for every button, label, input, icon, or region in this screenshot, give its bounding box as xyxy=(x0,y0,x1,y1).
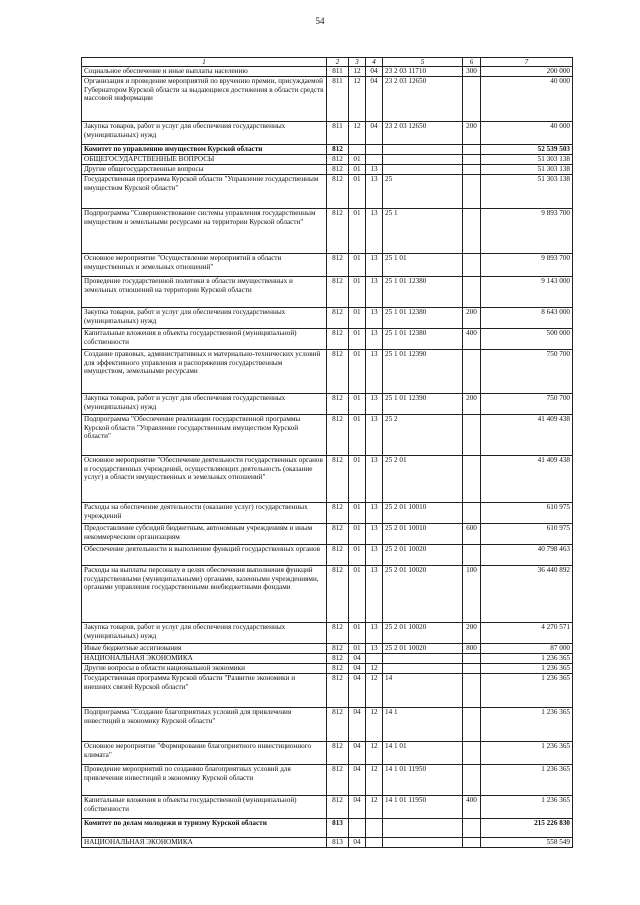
header-cell: 1 xyxy=(82,58,327,67)
subsection-code-cell: 13 xyxy=(366,566,383,623)
amount-cell: 8 643 000 xyxy=(481,308,573,329)
table-row xyxy=(82,350,573,394)
section-code-cell: 01 xyxy=(349,456,366,503)
table-row xyxy=(82,122,573,145)
table-row xyxy=(82,664,573,674)
section-code-cell: 04 xyxy=(349,838,366,848)
amount-cell: 51 303 138 xyxy=(481,155,573,165)
subsection-code-cell: 13 xyxy=(366,456,383,503)
target-article-cell xyxy=(383,165,463,175)
expense-type-cell: 400 xyxy=(463,796,481,819)
expense-type-cell xyxy=(463,819,481,838)
grbs-code-cell: 812 xyxy=(327,545,349,566)
table-row xyxy=(82,277,573,308)
table-row xyxy=(82,209,573,254)
amount-cell: 41 409 438 xyxy=(481,415,573,456)
row-name-cell: Закупка товаров, работ и услуг для обеспечения государственных (муниципальных) нужд xyxy=(82,122,327,145)
amount-cell: 9 143 000 xyxy=(481,277,573,308)
table-row xyxy=(82,77,573,122)
expense-type-cell xyxy=(463,838,481,848)
subsection-code-cell: 04 xyxy=(366,67,383,77)
grbs-code-cell: 812 xyxy=(327,415,349,456)
table-row xyxy=(82,394,573,415)
target-article-cell xyxy=(383,838,463,848)
section-code-cell: 01 xyxy=(349,155,366,165)
section-code-cell: 01 xyxy=(349,623,366,644)
row-name-cell: Обеспечение деятельности и выполнение функций государственных органов xyxy=(82,545,327,566)
section-code-cell xyxy=(349,819,366,838)
subsection-code-cell: 04 xyxy=(366,77,383,122)
table-row xyxy=(82,545,573,566)
section-code-cell: 01 xyxy=(349,566,366,623)
row-name-cell: Проведение государственной политики в области имущественных и земельных отношений на территории Курской области xyxy=(82,277,327,308)
expense-type-cell: 100 xyxy=(463,566,481,623)
expense-type-cell xyxy=(463,674,481,708)
expense-type-cell: 800 xyxy=(463,644,481,654)
amount-cell: 1 236 365 xyxy=(481,654,573,664)
table-row xyxy=(82,796,573,819)
grbs-code-cell: 812 xyxy=(327,350,349,394)
section-code-cell: 04 xyxy=(349,664,366,674)
header-cell: 3 xyxy=(349,58,366,67)
row-name-cell: Проведение мероприятий по созданию благоприятных условий для привлечения инвестиций в экономику Курской области xyxy=(82,765,327,796)
grbs-code-cell: 812 xyxy=(327,765,349,796)
target-article-cell: 25 2 01 10020 xyxy=(383,566,463,623)
subsection-code-cell: 13 xyxy=(366,644,383,654)
grbs-code-cell: 812 xyxy=(327,664,349,674)
target-article-cell: 25 xyxy=(383,175,463,209)
subsection-code-cell: 13 xyxy=(366,545,383,566)
grbs-code-cell: 812 xyxy=(327,394,349,415)
table-row xyxy=(82,155,573,165)
row-name-cell: Подпрограмма "Обеспечение реализации государственной программы Курской области "Управление государственным имуществом Курской области" xyxy=(82,415,327,456)
subsection-code-cell: 12 xyxy=(366,796,383,819)
expense-type-cell: 200 xyxy=(463,394,481,415)
amount-cell: 51 303 138 xyxy=(481,165,573,175)
expense-type-cell xyxy=(463,664,481,674)
amount-cell: 87 000 xyxy=(481,644,573,654)
amount-cell: 36 440 892 xyxy=(481,566,573,623)
table-row xyxy=(82,838,573,848)
subsection-code-cell: 04 xyxy=(366,122,383,145)
grbs-code-cell: 812 xyxy=(327,503,349,524)
subsection-code-cell: 12 xyxy=(366,664,383,674)
grbs-code-cell: 812 xyxy=(327,456,349,503)
target-article-cell: 25 1 01 xyxy=(383,254,463,277)
header-cell: 7 xyxy=(481,58,573,67)
header-cell: 6 xyxy=(463,58,481,67)
table-row xyxy=(82,145,573,155)
amount-cell: 1 236 365 xyxy=(481,765,573,796)
amount-cell: 500 000 xyxy=(481,329,573,350)
amount-cell: 750 700 xyxy=(481,394,573,415)
row-name-cell: Расходы на обеспечение деятельности (оказание услуг) государственных учреждений xyxy=(82,503,327,524)
subsection-code-cell: 13 xyxy=(366,350,383,394)
amount-cell: 40 000 xyxy=(481,122,573,145)
section-code-cell: 01 xyxy=(349,524,366,545)
expense-type-cell xyxy=(463,155,481,165)
subsection-code-cell: 13 xyxy=(366,415,383,456)
row-name-cell: Основное мероприятие "Осуществление мероприятий в области имущественных и земельных отношений" xyxy=(82,254,327,277)
grbs-code-cell: 812 xyxy=(327,329,349,350)
expense-type-cell xyxy=(463,708,481,742)
table-row xyxy=(82,308,573,329)
header-cell: 2 xyxy=(327,58,349,67)
table-row xyxy=(82,765,573,796)
subsection-code-cell xyxy=(366,838,383,848)
amount-cell: 750 700 xyxy=(481,350,573,394)
row-name-cell: Основное мероприятие "Обеспечение деятельности государственных органов и государственных учреждений, осуществляющих деятельность (оказание услуг) в области имущественных и земельных отношений" xyxy=(82,456,327,503)
amount-cell: 1 236 365 xyxy=(481,742,573,765)
target-article-cell: 14 xyxy=(383,674,463,708)
expense-type-cell xyxy=(463,175,481,209)
section-code-cell: 01 xyxy=(349,254,366,277)
row-name-cell: Государственная программа Курской области "Управление государственным имуществом Курской области" xyxy=(82,175,327,209)
target-article-cell: 14 1 xyxy=(383,708,463,742)
target-article-cell: 25 2 01 10010 xyxy=(383,524,463,545)
section-code-cell: 12 xyxy=(349,77,366,122)
amount-cell: 610 975 xyxy=(481,524,573,545)
grbs-code-cell: 813 xyxy=(327,819,349,838)
grbs-code-cell: 812 xyxy=(327,209,349,254)
table-row xyxy=(82,742,573,765)
expense-type-cell xyxy=(463,209,481,254)
target-article-cell: 25 2 xyxy=(383,415,463,456)
grbs-code-cell: 812 xyxy=(327,742,349,765)
amount-cell: 558 549 xyxy=(481,838,573,848)
grbs-code-cell: 812 xyxy=(327,175,349,209)
row-name-cell: Закупка товаров, работ и услуг для обеспечения государственных (муниципальных) нужд xyxy=(82,308,327,329)
target-article-cell: 25 2 01 10020 xyxy=(383,545,463,566)
subsection-code-cell: 13 xyxy=(366,524,383,545)
subsection-code-cell: 13 xyxy=(366,329,383,350)
grbs-code-cell: 812 xyxy=(327,674,349,708)
target-article-cell xyxy=(383,155,463,165)
table-row xyxy=(82,165,573,175)
grbs-code-cell: 812 xyxy=(327,165,349,175)
table-row xyxy=(82,415,573,456)
subsection-code-cell: 13 xyxy=(366,503,383,524)
target-article-cell: 25 2 01 10020 xyxy=(383,623,463,644)
section-code-cell: 01 xyxy=(349,277,366,308)
section-code-cell: 01 xyxy=(349,350,366,394)
row-name-cell: Основное мероприятие "Формирование благоприятного инвестиционного климата" xyxy=(82,742,327,765)
target-article-cell: 25 2 01 10010 xyxy=(383,503,463,524)
subsection-code-cell: 13 xyxy=(366,308,383,329)
row-name-cell: Расходы на выплаты персоналу в целях обеспечения выполнения функций государственными (муниципальными) органами, казенными учреждениями, органами управления государственными внебюджетными фондами xyxy=(82,566,327,623)
grbs-code-cell: 812 xyxy=(327,654,349,664)
subsection-code-cell: 13 xyxy=(366,209,383,254)
amount-cell: 52 539 503 xyxy=(481,145,573,155)
target-article-cell: 23 2 03 11710 xyxy=(383,67,463,77)
expense-type-cell xyxy=(463,277,481,308)
table-row xyxy=(82,524,573,545)
section-code-cell: 01 xyxy=(349,308,366,329)
grbs-code-cell: 811 xyxy=(327,67,349,77)
table-row xyxy=(82,566,573,623)
expense-type-cell xyxy=(463,654,481,664)
row-name-cell: Иные бюджетные ассигнования xyxy=(82,644,327,654)
row-name-cell: Капитальные вложения в объекты государственной (муниципальной) собственности xyxy=(82,329,327,350)
table-row xyxy=(82,654,573,664)
target-article-cell: 25 1 01 12390 xyxy=(383,350,463,394)
row-name-cell: Капитальные вложения в объекты государственной (муниципальной) собственности xyxy=(82,796,327,819)
subsection-code-cell xyxy=(366,145,383,155)
amount-cell: 610 975 xyxy=(481,503,573,524)
section-code-cell: 04 xyxy=(349,796,366,819)
target-article-cell: 23 2 03 12650 xyxy=(383,77,463,122)
target-article-cell: 14 1 01 11950 xyxy=(383,765,463,796)
target-article-cell xyxy=(383,664,463,674)
row-name-cell: Подпрограмма "Создание благоприятных условий для привлечения инвестиций в экономику Курской области" xyxy=(82,708,327,742)
page-number: 54 xyxy=(315,16,325,26)
subsection-code-cell: 13 xyxy=(366,623,383,644)
table-row xyxy=(82,329,573,350)
section-code-cell: 04 xyxy=(349,708,366,742)
subsection-code-cell: 12 xyxy=(366,674,383,708)
table-row xyxy=(82,175,573,209)
target-article-cell: 14 1 01 xyxy=(383,742,463,765)
expense-type-cell xyxy=(463,145,481,155)
subsection-code-cell: 13 xyxy=(366,254,383,277)
amount-cell: 200 000 xyxy=(481,67,573,77)
expense-type-cell xyxy=(463,503,481,524)
grbs-code-cell: 812 xyxy=(327,254,349,277)
target-article-cell: 25 1 xyxy=(383,209,463,254)
row-name-cell: Подпрограмма "Совершенствование системы управления государственным имуществом и земельными ресурсами на территории Курской области" xyxy=(82,209,327,254)
expense-type-cell: 200 xyxy=(463,122,481,145)
row-name-cell: Комитет по делам молодежи и туризму Курской области xyxy=(82,819,327,838)
header-cell: 5 xyxy=(383,58,463,67)
amount-cell: 9 893 700 xyxy=(481,209,573,254)
amount-cell: 1 236 365 xyxy=(481,674,573,708)
row-name-cell: Организация и проведение мероприятий по вручению премии, присуждаемой Губернатором Курской области за выдающиеся достижения в области средств массовой информации xyxy=(82,77,327,122)
target-article-cell: 25 1 01 12390 xyxy=(383,394,463,415)
row-name-cell: Создание правовых, административных и материально-технических условий для эффективного управления и распоряжения государственным имуществом, земельными ресурсами xyxy=(82,350,327,394)
grbs-code-cell: 813 xyxy=(327,838,349,848)
section-code-cell: 04 xyxy=(349,654,366,664)
amount-cell: 4 270 571 xyxy=(481,623,573,644)
expense-type-cell xyxy=(463,350,481,394)
grbs-code-cell: 812 xyxy=(327,308,349,329)
subsection-code-cell: 13 xyxy=(366,165,383,175)
amount-cell: 40 798 463 xyxy=(481,545,573,566)
target-article-cell xyxy=(383,819,463,838)
table-row xyxy=(82,708,573,742)
section-code-cell: 04 xyxy=(349,674,366,708)
grbs-code-cell: 812 xyxy=(327,145,349,155)
budget-table xyxy=(81,57,573,848)
section-code-cell: 04 xyxy=(349,742,366,765)
section-code-cell: 01 xyxy=(349,209,366,254)
amount-cell: 215 226 830 xyxy=(481,819,573,838)
section-code-cell: 01 xyxy=(349,175,366,209)
expense-type-cell: 400 xyxy=(463,329,481,350)
target-article-cell: 25 2 01 10020 xyxy=(383,644,463,654)
expense-type-cell: 200 xyxy=(463,623,481,644)
table-row xyxy=(82,623,573,644)
grbs-code-cell: 812 xyxy=(327,524,349,545)
subsection-code-cell: 13 xyxy=(366,175,383,209)
expense-type-cell: 200 xyxy=(463,308,481,329)
section-code-cell: 12 xyxy=(349,122,366,145)
subsection-code-cell: 13 xyxy=(366,277,383,308)
table-header-row xyxy=(82,58,573,67)
amount-cell: 40 000 xyxy=(481,77,573,122)
row-name-cell: Закупка товаров, работ и услуг для обеспечения государственных (муниципальных) нужд xyxy=(82,394,327,415)
subsection-code-cell: 12 xyxy=(366,765,383,796)
section-code-cell: 01 xyxy=(349,644,366,654)
expense-type-cell: 600 xyxy=(463,524,481,545)
expense-type-cell xyxy=(463,415,481,456)
section-code-cell xyxy=(349,145,366,155)
target-article-cell: 25 1 01 12380 xyxy=(383,277,463,308)
row-name-cell: Другие общегосударственные вопросы xyxy=(82,165,327,175)
section-code-cell: 01 xyxy=(349,503,366,524)
subsection-code-cell: 12 xyxy=(366,742,383,765)
section-code-cell: 01 xyxy=(349,415,366,456)
grbs-code-cell: 811 xyxy=(327,77,349,122)
grbs-code-cell: 812 xyxy=(327,566,349,623)
subsection-code-cell: 12 xyxy=(366,708,383,742)
row-name-cell: Предоставление субсидий бюджетным, автономным учреждениям и иным некоммерческим организациям xyxy=(82,524,327,545)
section-code-cell: 01 xyxy=(349,545,366,566)
row-name-cell: Социальное обеспечение и иные выплаты населению xyxy=(82,67,327,77)
section-code-cell: 04 xyxy=(349,765,366,796)
amount-cell: 9 893 700 xyxy=(481,254,573,277)
grbs-code-cell: 812 xyxy=(327,623,349,644)
expense-type-cell xyxy=(463,545,481,566)
expense-type-cell xyxy=(463,77,481,122)
section-code-cell: 01 xyxy=(349,165,366,175)
header-cell: 4 xyxy=(366,58,383,67)
amount-cell: 1 236 365 xyxy=(481,708,573,742)
expense-type-cell xyxy=(463,165,481,175)
target-article-cell: 25 1 01 12380 xyxy=(383,308,463,329)
row-name-cell: Государственная программа Курской области "Развитие экономики и внешних связей Курской области" xyxy=(82,674,327,708)
amount-cell: 1 236 365 xyxy=(481,664,573,674)
grbs-code-cell: 812 xyxy=(327,155,349,165)
subsection-code-cell xyxy=(366,654,383,664)
target-article-cell: 25 1 01 12380 xyxy=(383,329,463,350)
section-code-cell: 12 xyxy=(349,67,366,77)
table-row xyxy=(82,819,573,838)
table-row xyxy=(82,503,573,524)
subsection-code-cell xyxy=(366,819,383,838)
section-code-cell: 01 xyxy=(349,394,366,415)
expense-type-cell xyxy=(463,765,481,796)
grbs-code-cell: 812 xyxy=(327,277,349,308)
amount-cell: 41 409 438 xyxy=(481,456,573,503)
row-name-cell: Другие вопросы в области национальной экономики xyxy=(82,664,327,674)
grbs-code-cell: 812 xyxy=(327,796,349,819)
section-code-cell: 01 xyxy=(349,329,366,350)
grbs-code-cell: 812 xyxy=(327,708,349,742)
table-row xyxy=(82,67,573,77)
table-row xyxy=(82,254,573,277)
amount-cell: 51 303 138 xyxy=(481,175,573,209)
subsection-code-cell: 13 xyxy=(366,394,383,415)
row-name-cell: Комитет по управлению имуществом Курской области xyxy=(82,145,327,155)
row-name-cell: НАЦИОНАЛЬНАЯ ЭКОНОМИКА xyxy=(82,838,327,848)
target-article-cell xyxy=(383,145,463,155)
grbs-code-cell: 812 xyxy=(327,644,349,654)
expense-type-cell xyxy=(463,254,481,277)
table-row xyxy=(82,644,573,654)
expense-type-cell xyxy=(463,456,481,503)
row-name-cell: ОБЩЕГОСУДАРСТВЕННЫЕ ВОПРОСЫ xyxy=(82,155,327,165)
row-name-cell: Закупка товаров, работ и услуг для обеспечения государственных (муниципальных) нужд xyxy=(82,623,327,644)
target-article-cell: 14 1 01 11950 xyxy=(383,796,463,819)
grbs-code-cell: 811 xyxy=(327,122,349,145)
amount-cell: 1 236 365 xyxy=(481,796,573,819)
subsection-code-cell xyxy=(366,155,383,165)
row-name-cell: НАЦИОНАЛЬНАЯ ЭКОНОМИКА xyxy=(82,654,327,664)
table-row xyxy=(82,674,573,708)
expense-type-cell xyxy=(463,742,481,765)
target-article-cell: 25 2 01 xyxy=(383,456,463,503)
expense-type-cell: 300 xyxy=(463,67,481,77)
target-article-cell: 23 2 03 12650 xyxy=(383,122,463,145)
target-article-cell xyxy=(383,654,463,664)
table-row xyxy=(82,456,573,503)
